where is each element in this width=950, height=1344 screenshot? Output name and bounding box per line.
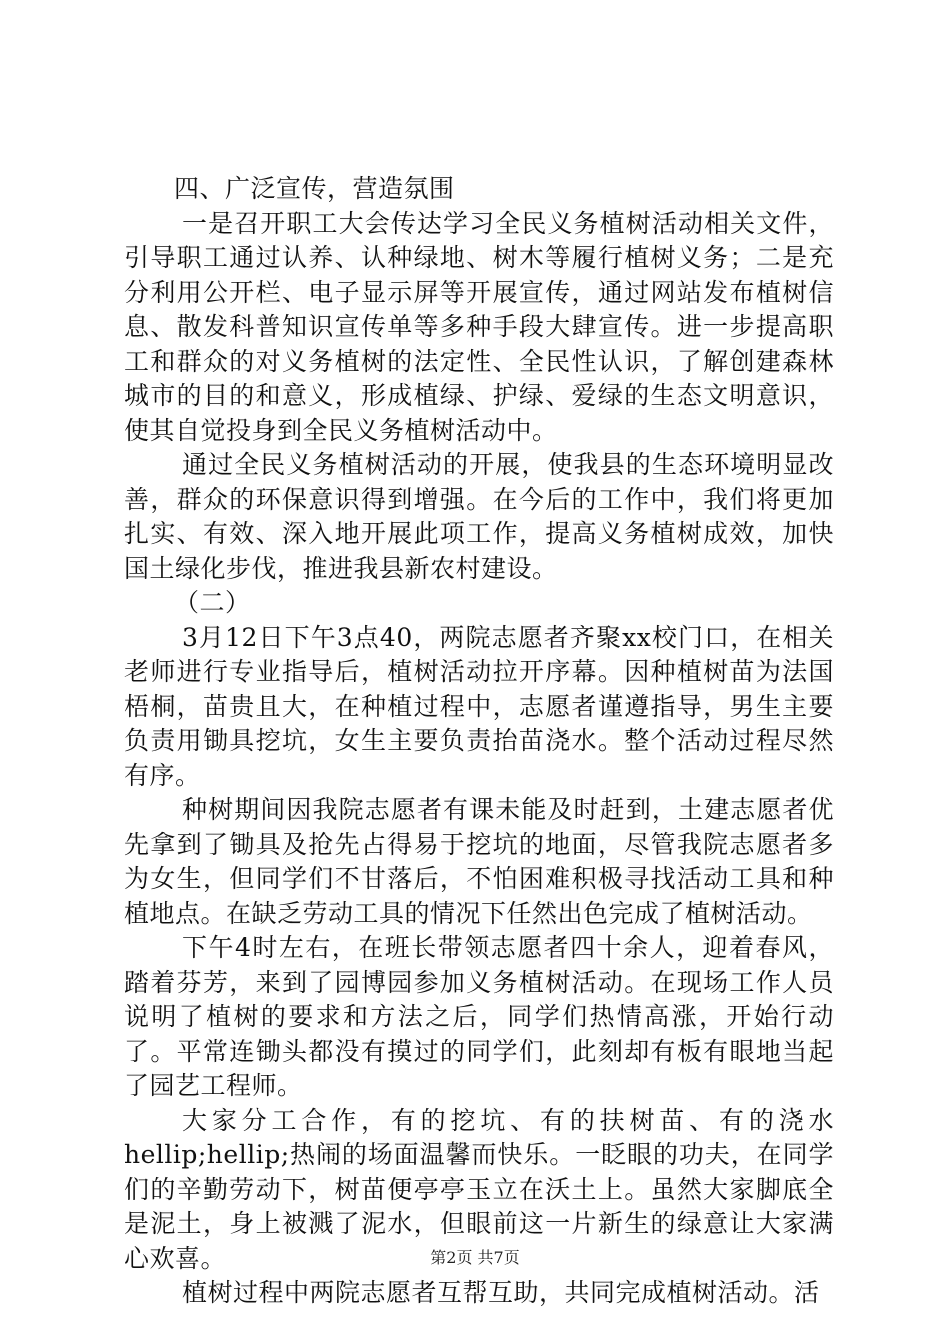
document-body: [124, 172, 834, 1311]
sub-heading: （二）: [174, 588, 251, 617]
paragraph: 种树期间因我院志愿者有课未能及时赶到，土建志愿者优先拿到了锄具及抢先占得易于挖坑的地面，尽管我院志愿者多为女生，但同学们不甘落后，不怕困难积极寻找活动工具和种植地点。在缺乏劳动工具的情况下任然出色完成了植树活动。: [124, 795, 834, 928]
page-number: 第2页 共7页: [430, 1248, 520, 1267]
section-heading: 四、广泛宣传，营造氛围: [174, 174, 455, 203]
paragraph: 一是召开职工大会传达学习全民义务植树活动相关文件，引导职工通过认养、认种绿地、树木等履行植树义务；二是充分利用公开栏、电子显示屏等开展宣传，通过网站发布植树信息、散发科普知识宣传单等多种手段大肆宣传。进一步提高职工和群众的对义务植树的法定性、全民性认识，了解创建森林城市的目的和意义，形成植绿、护绿、爱绿的生态文明意识，使其自觉投身到全民义务植树活动中。: [124, 208, 834, 445]
paragraph: 通过全民义务植树活动的开展，使我县的生态环境明显改善，群众的环保意识得到增强。在今后的工作中，我们将更加扎实、有效、深入地开展此项工作，提高义务植树成效，加快国土绿化步伐，推进我县新农村建设。: [124, 450, 834, 583]
paragraph: 植树过程中两院志愿者互帮互助，共同完成植树活动。活: [182, 1278, 820, 1307]
paragraph: 下午4时左右，在班长带领志愿者四十余人，迎着春风，踏着芬芳，来到了园博园参加义务植树活动。在现场工作人员说明了植树的要求和方法之后，同学们热情高涨，开始行动了。平常连锄头都没有摸过的同学们，此刻却有板有眼地当起了园艺工程师。: [124, 933, 834, 1100]
paragraph: 3月12日下午3点40，两院志愿者齐聚xx校门口，在相关老师进行专业指导后，植树活动拉开序幕。因种植树苗为法国梧桐，苗贵且大，在种植过程中，志愿者谨遵指导，男生主要负责用锄具挖坑，女生主要负责抬苗浇水。整个活动过程尽然有序。: [124, 622, 834, 790]
paragraph: 大家分工合作，有的挖坑、有的扶树苗、有的浇水hellip;hellip;热闹的场面温馨而快乐。一眨眼的功夫，在同学们的辛勤劳动下，树苗便亭亭玉立在沃土上。虽然大家脚底全是泥土，身上被溅了泥水，但眼前这一片新生的绿意让大家满心欢喜。: [124, 1105, 834, 1273]
